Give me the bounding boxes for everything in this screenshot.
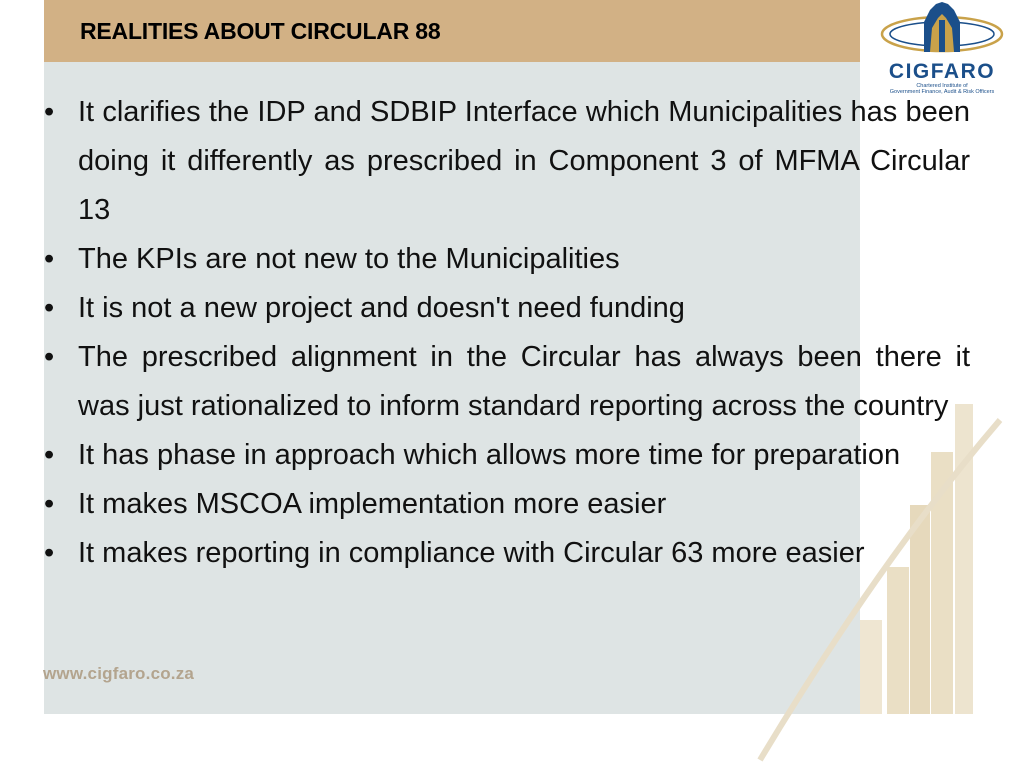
bullet-text: It makes MSCOA implementation more easier xyxy=(78,488,667,520)
bullet-text: The KPIs are not new to the Municipalities xyxy=(78,243,620,275)
bullet-item xyxy=(44,529,970,578)
bullet-dot: • xyxy=(44,96,55,128)
bullet-item xyxy=(44,333,970,431)
bullet-text: It clarifies the IDP and SDBIP Interface which Municipalities has been doing it differently as prescribed in Component 3 of MFMA Circular 13 xyxy=(78,96,970,226)
cigfaro-logo xyxy=(872,0,1012,100)
bullet-item xyxy=(44,480,970,529)
bullet-dot: • xyxy=(44,341,55,373)
title-bar xyxy=(44,0,860,62)
bullet-text: The prescribed alignment in the Circular has always been there it was just rationalized to inform standard reporting across the country xyxy=(78,341,970,422)
deco-bar xyxy=(887,567,909,714)
bullet-text: It is not a new project and doesn't need funding xyxy=(78,292,685,324)
logo-tagline-line2: Government Finance, Audit & Risk Officers xyxy=(889,89,995,95)
slide-title: REALITIES ABOUT CIRCULAR 88 xyxy=(80,18,441,44)
bullet-dot: • xyxy=(44,537,55,569)
bullet-item xyxy=(44,235,970,284)
logo-tagline-line1: Chartered Institute of xyxy=(916,83,968,89)
footer-website: www.cigfaro.co.za xyxy=(43,664,195,683)
bullet-item xyxy=(44,88,970,235)
bullet-item xyxy=(44,431,970,480)
bullet-dot: • xyxy=(44,243,55,275)
bullet-item xyxy=(44,284,970,333)
bullet-list xyxy=(44,88,970,578)
bullet-text: It has phase in approach which allows more time for preparation xyxy=(78,439,901,471)
bullet-dot: • xyxy=(44,292,55,324)
deco-bar xyxy=(860,620,882,714)
bullet-text: It makes reporting in compliance with Circular 63 more easier xyxy=(78,537,865,569)
bullet-dot: • xyxy=(44,439,55,471)
bullet-dot: • xyxy=(44,488,55,520)
logo-emblem-icon xyxy=(872,0,1012,62)
logo-wordmark: CIGFARO xyxy=(888,60,996,83)
